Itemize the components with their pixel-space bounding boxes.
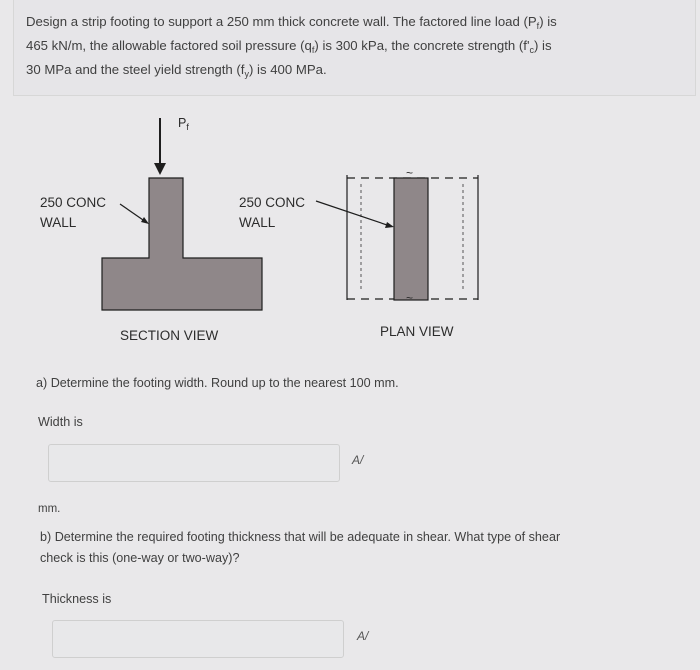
plan-view-caption: PLAN VIEW bbox=[380, 324, 454, 339]
spellcheck-icon[interactable]: A/ bbox=[357, 629, 369, 643]
break-mark-bottom: ~ bbox=[406, 291, 414, 305]
thickness-input[interactable] bbox=[52, 620, 344, 658]
load-label: $P_f$ bbox=[178, 116, 189, 132]
thickness-label: Thickness is bbox=[42, 592, 112, 606]
section-wall-footing bbox=[102, 178, 262, 310]
width-unit: mm. bbox=[38, 503, 61, 515]
spellcheck-icon[interactable]: A/ bbox=[352, 453, 364, 467]
section-leader bbox=[120, 204, 149, 224]
section-wall-label: 250 CONC WALL bbox=[40, 195, 107, 230]
break-mark-top: ~ bbox=[406, 166, 414, 180]
section-view-caption: SECTION VIEW bbox=[120, 328, 219, 343]
width-input[interactable] bbox=[48, 444, 340, 482]
plan-wall bbox=[394, 178, 428, 300]
question-a-prompt: a) Determine the footing width. Round up to the nearest 100 mm. bbox=[36, 376, 399, 390]
plan-leader bbox=[316, 201, 394, 228]
plan-wall-label: 250 CONC WALL bbox=[239, 195, 306, 230]
problem-text: Design a strip footing to support a 250 mm thick concrete wall. The factored line load $(P_f)$ is 465 kN/m, the allowable factored soil pressure $(q_f)$ is 300 kPa, the concrete strength $(f'_c)$ is 30 MPa and the steel yield strength $(f_y)$ is 400 MPa. bbox=[26, 14, 557, 79]
question-b-prompt: b) Determine the required footing thickness that will be adequate in shear. What type of shear check is this (one-way or two-way)? bbox=[40, 530, 561, 565]
load-arrow bbox=[154, 118, 166, 175]
width-label: Width is bbox=[38, 415, 83, 429]
